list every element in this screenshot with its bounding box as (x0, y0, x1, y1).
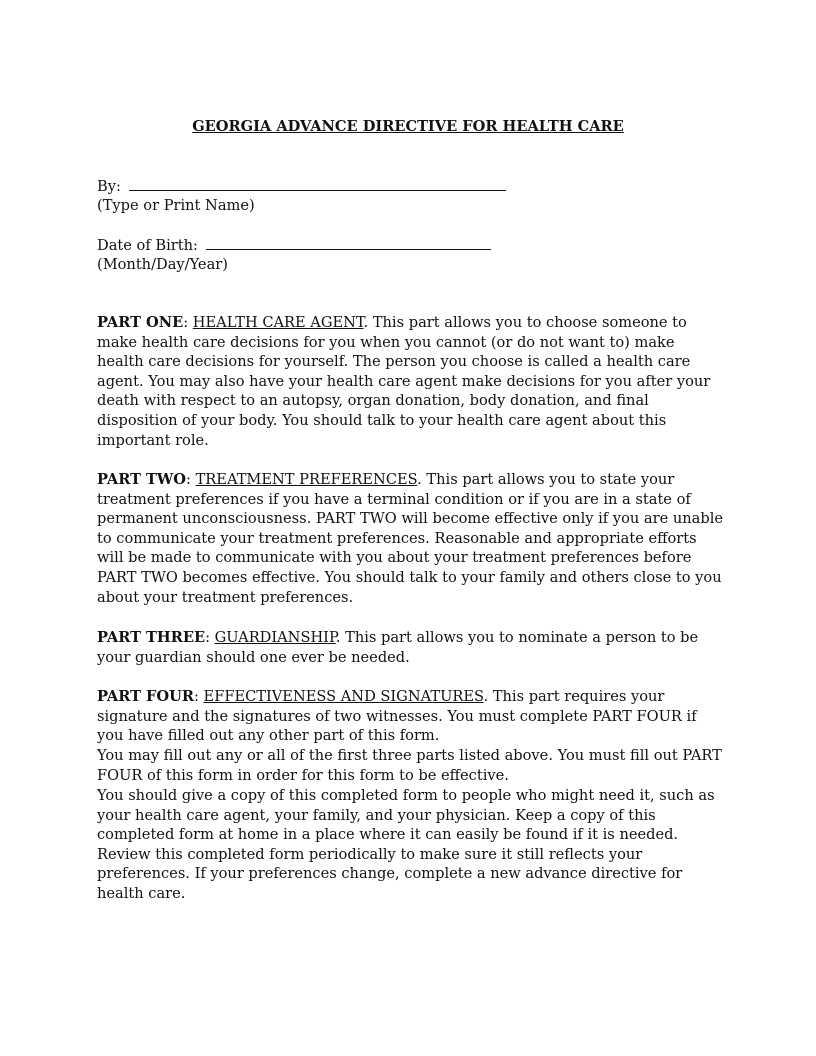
part-four-text: . This part requires your signature and the signatures of two witnesses. You must complete PART FOUR if you have filled out any other part of this form. (97, 688, 697, 745)
name-field-line[interactable] (129, 176, 506, 191)
part-one-heading: HEALTH CARE AGENT (192, 314, 364, 331)
part-one-label: PART ONE (97, 314, 184, 331)
name-field-label: By: (97, 178, 121, 195)
part-four-paragraph: PART FOUR: EFFECTIVENESS AND SIGNATURES. This part requires your signature and the signatures of two witnesses. You must complete PART FOUR if you have filled out any other part of this form. (97, 688, 697, 745)
dob-field-line[interactable] (206, 235, 491, 250)
dob-field-hint: (Month/Day/Year) (97, 256, 228, 273)
name-field-hint: (Type or Print Name) (97, 197, 255, 214)
instruction-fill-out: You may fill out any or all of the first three parts listed above. You must fill out PART FOUR of this form in order for this form to be effective. (97, 747, 722, 784)
dob-field-row (97, 235, 491, 256)
part-two-text: . This part allows you to state your treatment preferences if you have a terminal condition or if you are in a state of permanent unconsciousness. PART TWO will become effective only if you are unable to communicate your treatment preferences. Reasonable and appropriate efforts will be made to communicate with you about your treatment preferences before PART TWO becomes effective. You should talk to your family and others close to you about your treatment preferences. (97, 471, 724, 606)
part-one-paragraph: PART ONE: HEALTH CARE AGENT. This part allows you to choose someone to make health care decisions for you when you cannot (or do not want to) make health care decisions for yourself. The person you choose is called a health care agent. You may also have your health care agent make decisions for you after your death with respect to an autopsy, organ donation, body donation, and final disposition of your body. You should talk to your health care agent about this important role. (97, 314, 711, 449)
part-four-heading: EFFECTIVENESS AND SIGNATURES (203, 688, 484, 705)
part-three-text: . This part allows you to nominate a person to be your guardian should one ever be needed. (97, 629, 699, 666)
part-three-label: PART THREE (97, 629, 206, 646)
part-one-text: . This part allows you to choose someone to make health care decisions for you when you cannot (or do not want to) make health care decisions for yourself. The person you choose is called a health care agent. You may also have your health care agent make decisions for you after your death with respect to an autopsy, organ donation, body donation, and final disposition of your body. You should talk to your health care agent about this important role. (97, 314, 711, 449)
dob-field-label: Date of Birth: (97, 237, 198, 254)
name-field-row (97, 176, 506, 197)
part-two-label: PART TWO (97, 471, 187, 488)
part-two-paragraph: PART TWO: TREATMENT PREFERENCES. This part allows you to state your treatment preferences if you have a terminal condition or if you are in a state of permanent unconsciousness. PART TWO will become effective only if you are unable to communicate your treatment preferences. Reasonable and appropriate efforts will be made to communicate with you about your treatment preferences before PART TWO becomes effective. You should talk to your family and others close to you about your treatment preferences. (97, 471, 724, 606)
part-three-heading: GUARDIANSHIP (214, 629, 336, 646)
part-four-label: PART FOUR (97, 688, 194, 705)
part-two-heading: TREATMENT PREFERENCES (195, 471, 418, 488)
instruction-copies: You should give a copy of this completed form to people who might need it, such as your health care agent, your family, and your physician. Keep a copy of this completed form at home in a place where it can easily be found if it is needed. Review this completed form periodically to make sure it still reflects your preferences. If your preferences change, complete a new advance directive for health care. (97, 787, 715, 902)
document-title: GEORGIA ADVANCE DIRECTIVE FOR HEALTH CARE (192, 118, 624, 135)
part-three-paragraph: PART THREE: GUARDIANSHIP. This part allows you to nominate a person to be your guardian should one ever be needed. (97, 629, 699, 666)
